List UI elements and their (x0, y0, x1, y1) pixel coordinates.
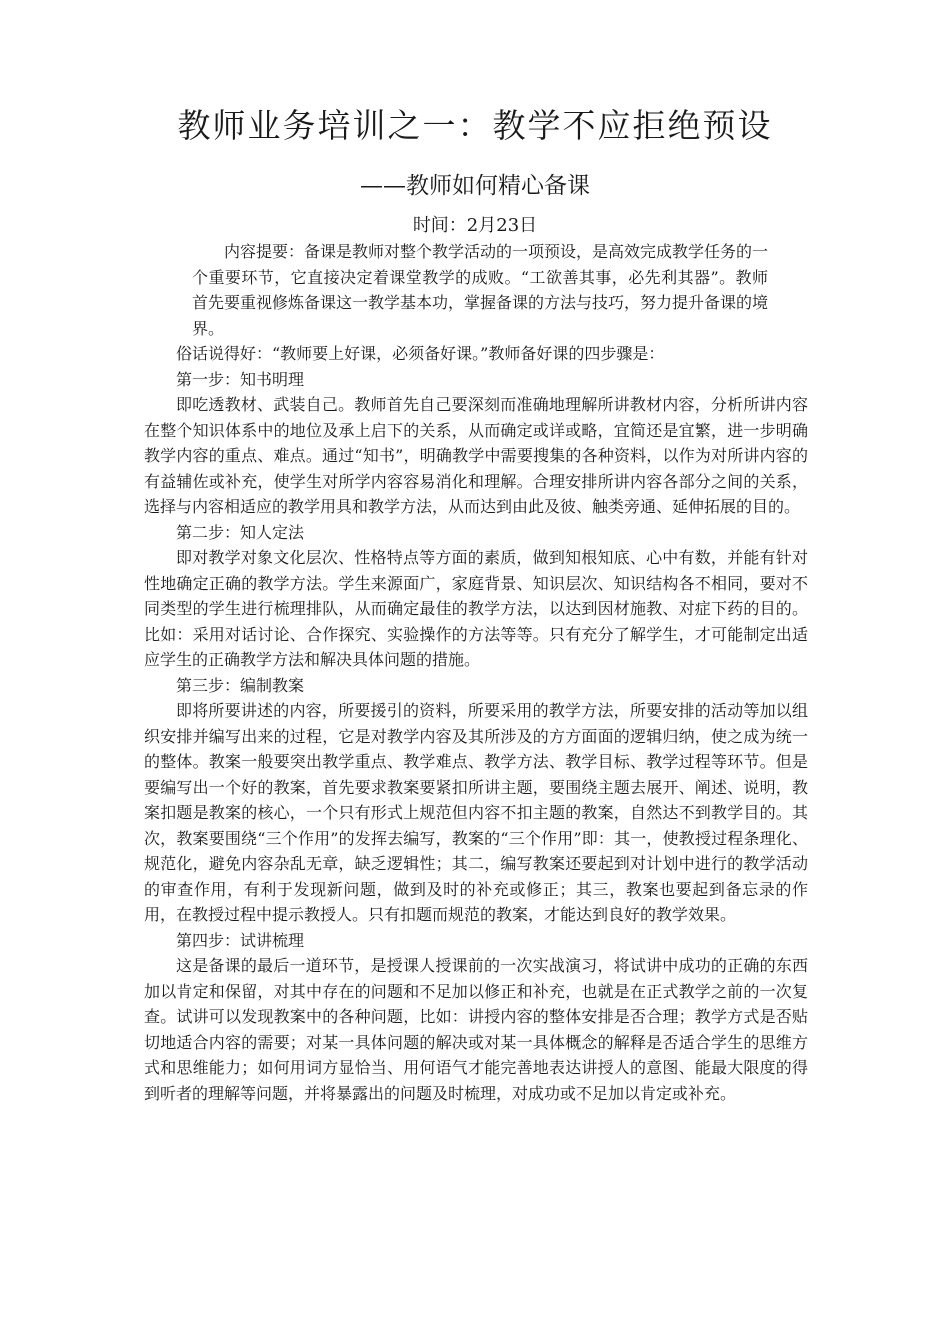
step-2-paragraph: 即对教学对象文化层次、性格特点等方面的素质，做到知根知底、心中有数，并能有针对性地确定正确的教学方法。学生来源面广，家庭背景、知识层次、知识结构各不相同，要对不同类型的学生进行梳理排队，从而确定最佳的教学方法，以达到因材施教、对症下药的目的。比如：采用对话讨论、合作探究、实验操作的方法等等。只有充分了解学生，才可能制定出适应学生的正确教学方法和解决具体问题的措施。 (144, 548, 808, 669)
document-body (144, 341, 808, 1106)
step-1-paragraph: 即吃透教材、武装自己。教师首先自己要深刻而准确地理解所讲教材内容，分析所讲内容在整个知识体系中的地位及承上启下的关系，从而确定或详或略，宜简还是宜繁，进一步明确教学内容的重点、难点。通过“知书”，明确教学中需要搜集的各种资料，以作为对所讲内容的有益辅佐或补充，使学生对所学内容容易消化和理解。合理安排所讲内容各部分之间的关系，选择与内容相适应的教学用具和教学方法，从而达到由此及彼、触类旁通、延伸拓展的目的。 (144, 395, 808, 516)
step-2-heading: 第二步：知人定法 (176, 522, 305, 542)
step-3-heading: 第三步：编制教案 (176, 675, 305, 695)
document-date: 时间：2月23日 (412, 215, 538, 236)
document-subtitle: ——教师如何精心备课 (360, 173, 590, 199)
intro-paragraph: 俗话说得好：“教师要上好课，必须备好课。”教师备好课的四步骤是： (176, 344, 665, 363)
step-1-heading: 第一步：知书明理 (176, 369, 305, 389)
abstract-text: 内容提要：备课是教师对整个教学活动的一项预设，是高效完成教学任务的一个重要环节，它直接决定着课堂教学的成败。“工欲善其事，必先利其器”。教师首先要重视修炼备课这一教学基本功，掌握备课的方法与技巧，努力提升备课的境界。 (192, 242, 769, 338)
document-title: 教师业务培训之一：教学不应拒绝预设 (177, 106, 773, 145)
abstract-block (192, 239, 768, 341)
step-4-heading: 第四步：试讲梳理 (176, 930, 305, 950)
step-4-paragraph: 这是备课的最后一道环节，是授课人授课前的一次实战演习，将试讲中成功的正确的东西加以肯定和保留，对其中存在的问题和不足加以修正和补充，也就是在正式教学之前的一次复查。试讲可以发现教案中的各种问题，比如：讲授内容的整体安排是否合理；教学方式是否贴切地适合内容的需要；对某一具体问题的解决或对某一具体概念的解释是否适合学生的思维方式和思维能力；如何用词方显恰当、用何语气才能完善地表达讲授人的意图、能最大限度的得到听者的理解等问题，并将暴露出的问题及时梳理，对成功或不足加以肯定或补充。 (144, 956, 808, 1103)
step-3-paragraph: 即将所要讲述的内容，所要援引的资料，所要采用的教学方法，所要安排的活动等加以组织安排并编写出来的过程，它是对教学内容及其所涉及的方方面面的逻辑归纳，使之成为统一的整体。教案一般要突出教学重点、教学难点、教学方法、教学目标、教学过程等环节。但是要编写出一个好的教案，首先要求教案要紧扣所讲主题，要围绕主题去展开、阐述、说明，教案扣题是教案的核心，一个只有形式上规范但内容不扣主题的教案，自然达不到教学目的。其次，教案要围绕“三个作用”的发挥去编写，教案的“三个作用”即：其一，使教授过程条理化、规范化，避免内容杂乱无章，缺乏逻辑性；其二，编写教案还要起到对计划中进行的教学活动的审查作用，有利于发现新问题，做到及时的补充或修正；其三，教案也要起到备忘录的作用，在教授过程中提示教授人。只有扣题而规范的教案，才能达到良好的教学效果。 (144, 701, 808, 924)
